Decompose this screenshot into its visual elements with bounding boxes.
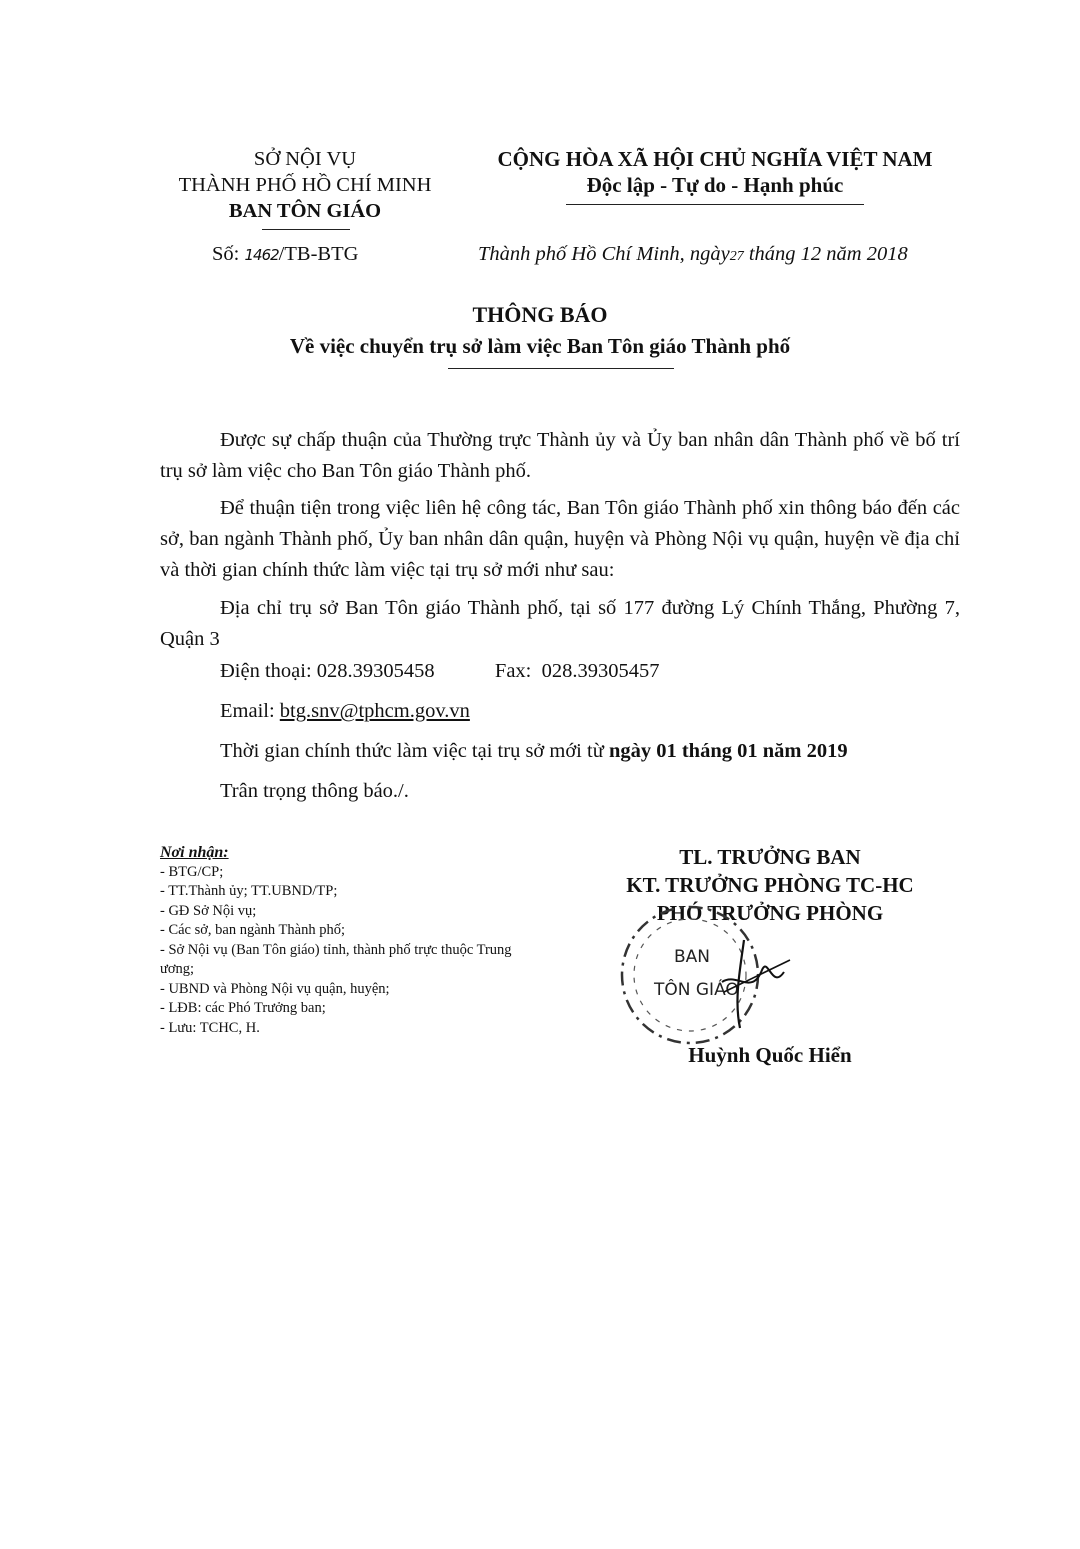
- email-line: [220, 700, 470, 723]
- official-seal: [612, 900, 792, 1050]
- closing-line: Trân trọng thông báo./.: [220, 780, 409, 802]
- phone-label: Điện thoại:: [220, 660, 312, 682]
- ref-prefix: Số:: [212, 243, 240, 265]
- ref-number-handwritten: 1462: [244, 246, 279, 264]
- agency-underline: [262, 229, 350, 230]
- nation-line-2: Độc lập - Tự do - Hạnh phúc: [586, 173, 844, 197]
- document-date: [478, 243, 908, 266]
- nation-line-1: CỘNG HÒA XÃ HỘI CHỦ NGHĨA VIỆT NAM: [497, 147, 933, 171]
- recipients-block: [160, 843, 540, 1038]
- email-label: Email:: [220, 700, 275, 722]
- recipient-item: - TT.Thành ủy; TT.UBND/TP;: [160, 883, 338, 899]
- document-title: THÔNG BÁO: [472, 302, 608, 327]
- recipient-item: - Lưu: TCHC, H.: [160, 1019, 260, 1036]
- start-date-line: [220, 740, 848, 763]
- seal-text-tongiao: TÔN GIÁO: [654, 980, 739, 1000]
- recipient-item: - GĐ Sở Nội vụ;: [160, 902, 257, 919]
- paragraph-address: Địa chỉ trụ sở Ban Tôn giáo Thành phố, tại số 177 đường Lý Chính Thắng, Phường 7, Quận 3: [160, 597, 960, 650]
- recipient-item: - UBND và Phòng Nội vụ quận, huyện;: [160, 980, 390, 997]
- start-date-prefix: Thời gian chính thức làm việc tại trụ sở mới từ: [220, 740, 604, 762]
- motto-underline: [566, 204, 864, 205]
- phone-number: 028.39305458: [316, 660, 435, 682]
- signature-line-3: PHÓ TRƯỞNG PHÒNG: [656, 901, 884, 925]
- recipients-heading: Nơi nhận:: [160, 844, 229, 861]
- subtitle-underline: [448, 368, 674, 369]
- agency-line-3: BAN TÔN GIÁO: [228, 200, 382, 222]
- recipient-item: - LĐB: các Phó Trưởng ban;: [160, 1000, 326, 1016]
- recipient-item: - Các sở, ban ngành Thành phố;: [160, 922, 345, 938]
- document-subtitle: Về việc chuyển trụ sở làm việc Ban Tôn giáo Thành phố: [289, 334, 791, 358]
- date-day-handwritten: 27: [729, 249, 744, 264]
- date-prefix: Thành phố Hồ Chí Minh, ngày: [478, 243, 730, 265]
- contact-line: [220, 660, 660, 683]
- start-date-value: ngày 01 tháng 01 năm 2019: [608, 740, 848, 762]
- seal-text-ban: BAN: [674, 947, 711, 967]
- paragraph-1: Được sự chấp thuận của Thường trực Thành ủy và Ủy ban nhân dân Thành phố về bố trí trụ sở làm việc cho Ban Tôn giáo Thành phố.: [160, 429, 960, 482]
- agency-line-1: SỞ NỘI VỤ: [253, 148, 357, 170]
- recipient-item: - Sở Nội vụ (Ban Tôn giáo) tỉnh, thành phố trực thuộc Trung ương;: [160, 941, 512, 977]
- agency-header: [140, 146, 470, 224]
- email-link[interactable]: btg.snv@tphcm.gov.vn: [279, 700, 470, 722]
- fax-number: 028.39305457: [541, 660, 660, 682]
- signature-line-2: KT. TRƯỞNG PHÒNG TC-HC: [626, 873, 914, 897]
- recipient-item: - BTG/CP;: [160, 863, 224, 880]
- reference-number: [212, 243, 358, 266]
- agency-line-2: THÀNH PHỐ HỒ CHÍ MINH: [178, 174, 432, 196]
- signer-name: Huỳnh Quốc Hiển: [688, 1043, 852, 1067]
- ref-suffix: /TB-BTG: [278, 243, 359, 265]
- paragraph-2: Để thuận tiện trong việc liên hệ công tác, Ban Tôn giáo Thành phố xin thông báo đến các sở, ban ngành Thành phố, Ủy ban nhân dân quận, huyện và Phòng Nội vụ quận, huyện về địa chỉ và thời gian chính thức làm việc tại trụ sở mới như sau:: [160, 497, 960, 581]
- national-header: [470, 146, 960, 198]
- date-suffix: tháng 12 năm 2018: [748, 243, 908, 265]
- signature-line-1: TL. TRƯỞNG BAN: [679, 845, 861, 869]
- fax-label: Fax:: [494, 660, 532, 682]
